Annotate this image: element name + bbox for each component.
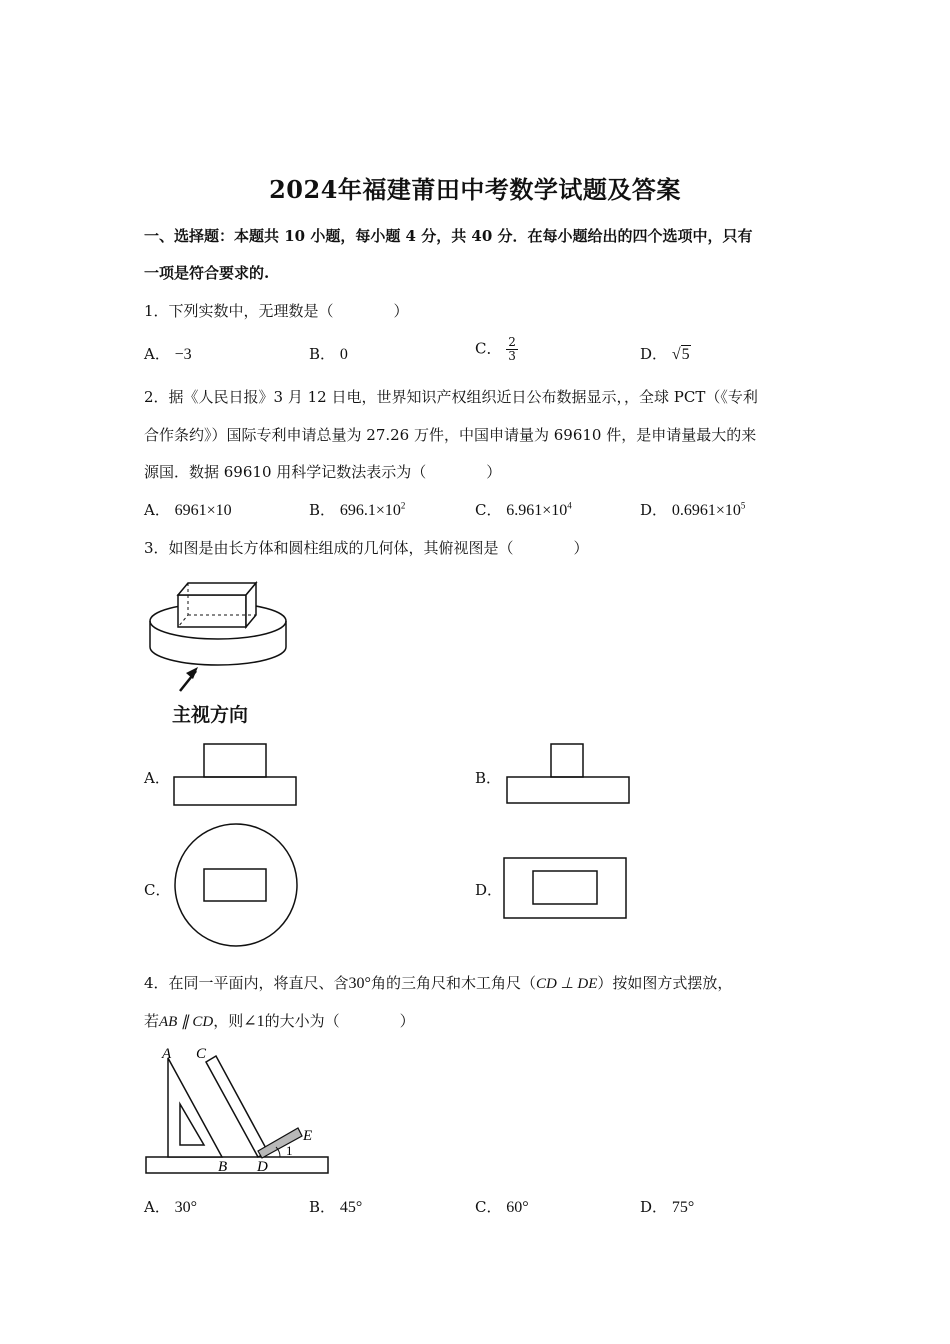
- q4-option-b-value: 45°: [339, 1199, 363, 1216]
- q1-option-c-numerator: 2: [508, 335, 516, 349]
- q2-option-c-base: 6.961×10: [506, 502, 568, 519]
- q3-option-c-label[interactable]: C．: [144, 881, 171, 899]
- q4-option-a[interactable]: [144, 1196, 197, 1217]
- q1-option-d-radicand: 5: [681, 346, 690, 363]
- q3-option-a-figure[interactable]: [172, 742, 300, 808]
- q4-option-c-label: C．: [475, 1198, 502, 1216]
- q2-option-a-label: A．: [144, 501, 170, 519]
- q4-line2-mid: ，则: [213, 1012, 244, 1030]
- q2-option-d-value: [672, 502, 746, 519]
- q3-solid-figure: [140, 575, 300, 700]
- q2-option-c-exponent: 4: [567, 500, 572, 511]
- page-title: 2024年福建莆田中考数学试题及答案: [269, 175, 681, 204]
- q2-option-c-label: C．: [475, 501, 502, 519]
- q4-option-a-value: 30°: [174, 1199, 198, 1216]
- q1-option-b-label: B．: [309, 345, 336, 363]
- q1-stem: 1．下列实数中，无理数是（ ）: [144, 302, 409, 320]
- q1-option-c-denominator: 3: [508, 349, 516, 363]
- label-angle-1: 1: [286, 1143, 293, 1158]
- q2-option-d[interactable]: [640, 499, 745, 520]
- label-e: E: [303, 1128, 313, 1144]
- section-heading-line1: 一、选择题：本题共 10 小题，每小题 4 分，共 40 分．在每小题给出的四个选项中，只有: [144, 227, 753, 245]
- q4-line1-post: ）按如图方式摆放，: [597, 974, 733, 992]
- q4-line1-math: CD ⊥ DE: [535, 976, 598, 992]
- q4-option-c[interactable]: [475, 1196, 529, 1217]
- q2-option-a-value: 6961×10: [174, 502, 232, 519]
- cylinder-bottom-arc: [150, 647, 286, 665]
- q2-option-b-value: [340, 502, 406, 519]
- label-d: D: [257, 1159, 268, 1175]
- q3-option-c-figure[interactable]: [172, 822, 300, 948]
- section-heading-line2: 一项是符合要求的.: [144, 264, 270, 282]
- q2-option-a[interactable]: [144, 499, 232, 520]
- q1-option-b-value: 0: [339, 346, 348, 363]
- q1-option-d-label: D．: [640, 345, 668, 363]
- q4-option-d[interactable]: [640, 1196, 694, 1217]
- q1-option-a-label: A．: [144, 345, 170, 363]
- cuboid-front: [178, 595, 246, 627]
- q1-option-d[interactable]: [640, 343, 691, 364]
- q4-line1-angle: 30°: [348, 975, 371, 992]
- label-b: B: [218, 1159, 228, 1175]
- q4-ruler-figure: [140, 1040, 335, 1180]
- q1-option-a[interactable]: [144, 343, 192, 364]
- q1-option-c[interactable]: [475, 336, 518, 363]
- q3-option-b-figure[interactable]: [505, 742, 633, 808]
- q3-option-d-label[interactable]: D．: [475, 881, 503, 899]
- q4-option-c-value: 60°: [506, 1199, 529, 1216]
- q3-stem: 3．如图是由长方体和圆柱组成的几何体，其俯视图是（ ）: [144, 539, 589, 557]
- label-c: C: [196, 1046, 207, 1062]
- cuboid-top: [178, 583, 256, 595]
- q2-option-c[interactable]: [475, 499, 572, 520]
- q4-option-d-value: 75°: [671, 1199, 695, 1216]
- q4-line2-angle: ∠1: [243, 1013, 265, 1030]
- q2-line2: 合作条约》）国际专利申请总量为 27.26 万件，中国申请量为 69610 件，是申请量最大的来: [144, 426, 757, 444]
- q2-line3: 源国．数据 69610 用科学记数法表示为（ ）: [144, 463, 502, 481]
- q4-line1: [144, 972, 732, 993]
- carpenter-square-long-arm: [206, 1056, 268, 1157]
- q4-line2-post: 的大小为（ ）: [264, 1012, 415, 1030]
- q2-option-b-label: B．: [309, 501, 336, 519]
- q3-figure-caption: 主视方向: [172, 704, 249, 726]
- q3-option-a-label[interactable]: A．: [144, 769, 170, 787]
- straight-ruler: [146, 1157, 328, 1173]
- q4-line1-pre: 4．在同一平面内，将直尺、含: [144, 974, 349, 992]
- q1-option-c-label: C．: [475, 339, 502, 358]
- q4-line1-mid: 角的三角尺和木工角尺（: [370, 974, 536, 992]
- q1-option-c-fraction: [506, 336, 518, 363]
- q2-option-b[interactable]: [309, 499, 405, 520]
- q4-line2: [144, 1010, 415, 1031]
- q2-option-b-base: 696.1×10: [339, 502, 401, 519]
- q4-line2-pre: 若: [144, 1012, 160, 1030]
- q4-option-b[interactable]: [309, 1196, 362, 1217]
- q2-option-d-label: D．: [640, 501, 668, 519]
- q1-option-b[interactable]: [309, 343, 348, 364]
- q1-option-d-sqrt: [672, 346, 691, 364]
- q2-option-d-exponent: 5: [740, 500, 746, 511]
- q4-option-a-label: A．: [144, 1198, 170, 1216]
- q2-option-c-value: [506, 502, 572, 519]
- q4-option-b-label: B．: [309, 1198, 336, 1216]
- q2-line1: 2．据《人民日报》3 月 12 日电，世界知识产权组织近日公布数据显示，，全球 PCT（《专利: [144, 388, 758, 406]
- q3-option-d-figure[interactable]: [502, 856, 630, 920]
- q4-option-d-label: D．: [640, 1198, 668, 1216]
- label-a: A: [162, 1046, 172, 1062]
- q2-option-d-base: 0.6961×10: [671, 502, 741, 519]
- q2-option-b-exponent: 2: [400, 500, 406, 511]
- arrow-head-icon: [186, 667, 198, 679]
- q1-option-a-value: −3: [174, 346, 192, 363]
- q4-line2-math: AB ∥ CD: [159, 1014, 214, 1030]
- sqrt-icon: √: [671, 346, 681, 363]
- q3-option-b-label[interactable]: B．: [475, 769, 502, 787]
